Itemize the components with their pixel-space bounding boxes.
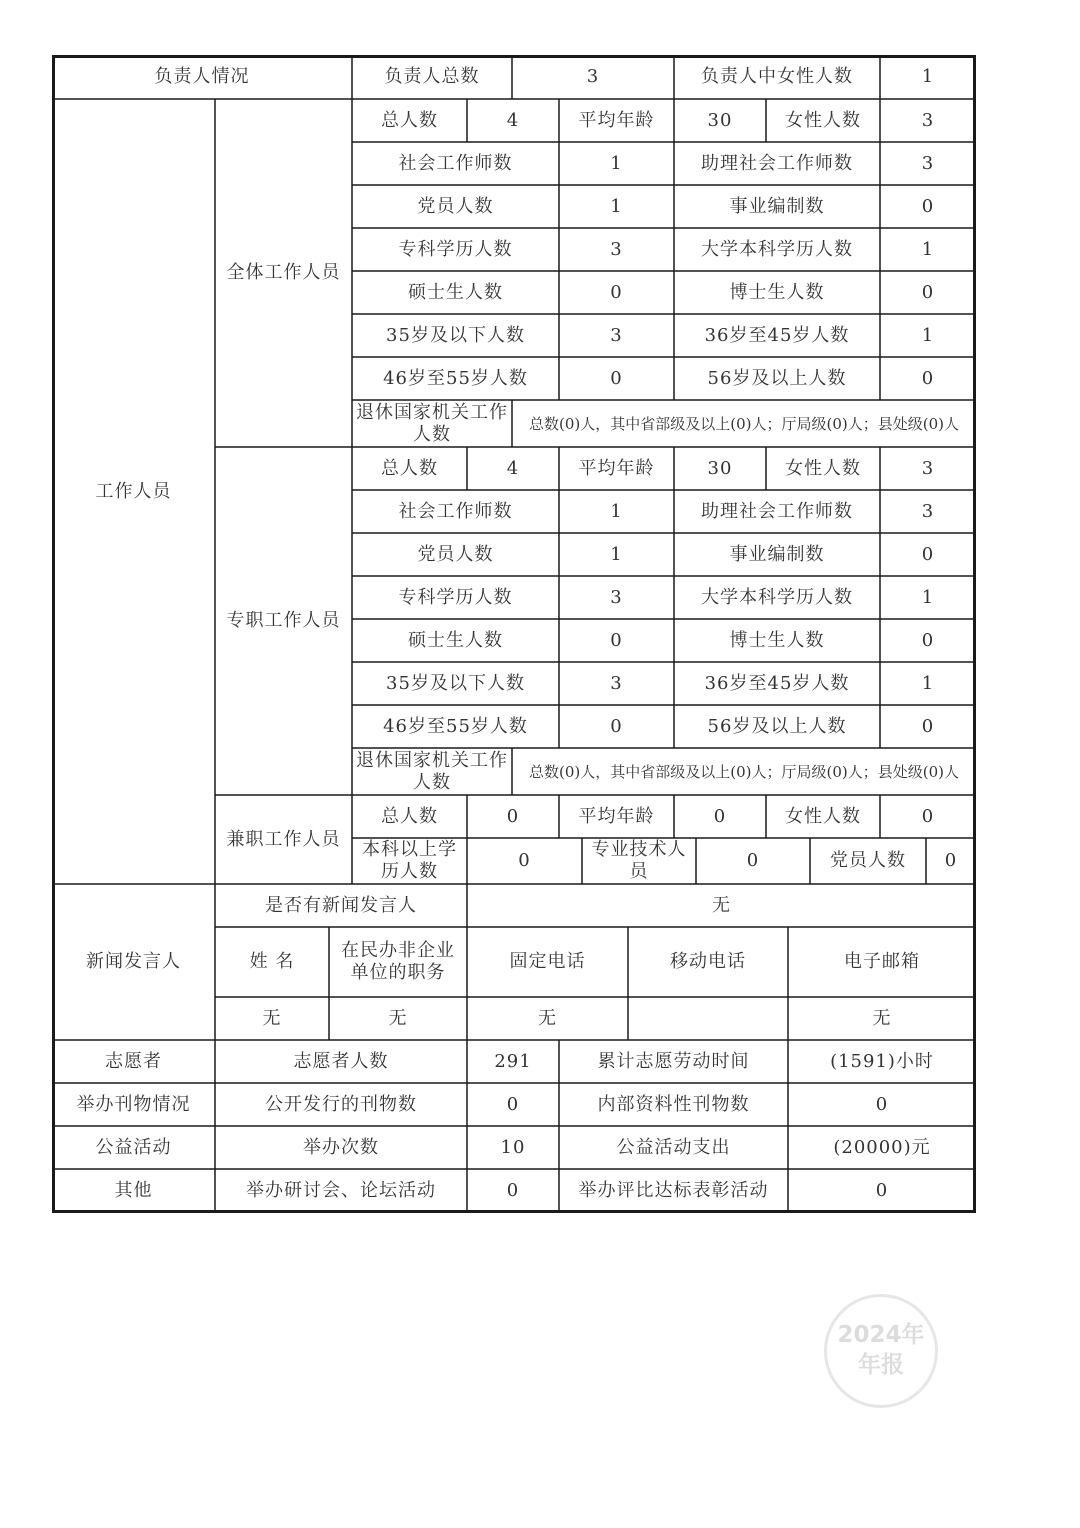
parttime-party-label: 党员人数 [830, 850, 906, 872]
all-staff-social-worker-label: 社会工作师数 [398, 152, 513, 174]
fulltime-staff-age36-45-value: 1 [921, 672, 935, 694]
fulltime-staff-assistant-social-worker-value: 3 [921, 500, 935, 522]
all-staff-master-label: 硕士生人数 [408, 281, 503, 303]
all-staff-master-value: 0 [610, 281, 623, 303]
all-staff-social-worker-value: 1 [610, 152, 623, 174]
stamp-report-text: 年报 [858, 1352, 904, 1378]
all-staff-age36-45-label: 36岁至45岁人数 [704, 324, 850, 346]
parttime-total-value: 0 [506, 805, 520, 827]
publication-section-label: 举办刊物情况 [76, 1093, 191, 1115]
fulltime-staff-female-label: 女性人数 [785, 457, 861, 479]
fulltime-staff-junior-college-value: 3 [610, 586, 623, 608]
volunteer-hours-label: 累计志愿劳动时间 [597, 1050, 750, 1072]
award-label: 举办评比达标表彰活动 [578, 1180, 769, 1202]
all-staff-establishment-value: 0 [921, 195, 935, 217]
all-staff-bachelor-label: 大学本科学历人数 [701, 238, 853, 260]
parttime-bachelor-plus-value: 0 [518, 850, 531, 872]
parttime-bachelor-plus-label: 本科以上学历人数 [362, 839, 457, 882]
owner-section-label: 负责人情况 [154, 66, 250, 88]
spokesperson-mobile-header: 移动电话 [670, 951, 746, 973]
spokesperson-phone-header: 固定电话 [509, 951, 586, 973]
all-staff-party-label: 党员人数 [417, 195, 494, 217]
internal-publication-label: 内部资料性刊物数 [597, 1093, 750, 1115]
annual-report-table [52, 55, 976, 1213]
spokesperson-position-value: 无 [388, 1007, 408, 1029]
fulltime-staff-total-value: 4 [506, 457, 520, 479]
has-spokesperson-label: 是否有新闻发言人 [265, 894, 417, 916]
all-staff-female-label: 女性人数 [785, 109, 861, 131]
parttime-total-label: 总人数 [381, 805, 438, 827]
all-staff-assistant-social-worker-label: 助理社会工作师数 [701, 152, 853, 174]
all-staff-label: 全体工作人员 [226, 262, 341, 284]
all-staff-assistant-social-worker-value: 3 [921, 152, 935, 174]
award-value: 0 [875, 1180, 889, 1202]
fulltime-staff-social-worker-label: 社会工作师数 [398, 500, 513, 522]
spokesperson-position-header: 在民办非企业单位的职务 [341, 940, 455, 983]
owner-total-label: 负责人总数 [384, 66, 480, 88]
fulltime-staff-retired-detail: 总数(0)人，其中省部级及以上(0)人；厅局级(0)人；县处级(0)人 [529, 762, 959, 781]
has-spokesperson-value: 无 [712, 894, 731, 916]
fulltime-staff-bachelor-label: 大学本科学历人数 [701, 586, 853, 608]
fulltime-staff-social-worker-value: 1 [610, 500, 623, 522]
all-staff-age35-label: 35岁及以下人数 [386, 324, 525, 346]
parttime-professional-value: 0 [746, 850, 760, 872]
fulltime-staff-age35-value: 3 [610, 672, 623, 694]
public-publication-label: 公开发行的刊物数 [265, 1093, 417, 1115]
fulltime-staff-establishment-label: 事业编制数 [729, 543, 825, 565]
fulltime-staff-master-label: 硕士生人数 [408, 629, 503, 651]
seminar-label: 举办研讨会、论坛活动 [246, 1180, 436, 1202]
parttime-staff-label: 兼职工作人员 [226, 828, 341, 850]
owner-female-value: 1 [921, 66, 935, 88]
all-staff-total-label: 总人数 [381, 109, 438, 131]
all-staff-age46-55-value: 0 [610, 367, 623, 389]
charity-expense-label: 公益活动支出 [616, 1136, 731, 1158]
spokesperson-mobile-value [628, 997, 788, 1040]
fulltime-staff-avg-age-value: 30 [707, 457, 733, 479]
all-staff-bachelor-value: 1 [921, 238, 935, 260]
all-staff-junior-college-label: 专科学历人数 [398, 238, 513, 260]
fulltime-staff-party-label: 党员人数 [417, 543, 494, 565]
charity-times-label: 举办次数 [303, 1136, 379, 1158]
parttime-female-label: 女性人数 [785, 805, 861, 827]
fulltime-staff-master-value: 0 [610, 629, 623, 651]
fulltime-staff-age56-value: 0 [921, 715, 935, 737]
volunteer-count-value: 291 [494, 1050, 532, 1072]
all-staff-retired-detail: 总数(0)人，其中省部级及以上(0)人；厅局级(0)人；县处级(0)人 [529, 414, 959, 433]
fulltime-staff-party-value: 1 [610, 543, 623, 565]
volunteer-count-label: 志愿者人数 [293, 1050, 389, 1072]
spokesperson-phone-value: 无 [538, 1007, 557, 1029]
charity-section-label: 公益活动 [95, 1136, 172, 1158]
fulltime-staff-doctor-label: 博士生人数 [729, 629, 825, 651]
all-staff-age46-55-label: 46岁至55岁人数 [383, 367, 528, 389]
fulltime-staff-label: 专职工作人员 [226, 610, 341, 632]
charity-times-value: 10 [500, 1136, 526, 1158]
spokesperson-email-header: 电子邮箱 [844, 951, 920, 973]
fulltime-staff-doctor-value: 0 [921, 629, 935, 651]
fulltime-staff-avg-age-label: 平均年龄 [578, 457, 655, 479]
seminar-value: 0 [506, 1180, 520, 1202]
fulltime-staff-establishment-value: 0 [921, 543, 935, 565]
all-staff-avg-age-value: 30 [707, 109, 733, 131]
all-staff-total-value: 4 [506, 109, 520, 131]
fulltime-staff-junior-college-label: 专科学历人数 [398, 586, 513, 608]
all-staff-age56-value: 0 [921, 367, 935, 389]
parttime-professional-label: 专业技术人员 [591, 839, 687, 882]
parttime-female-value: 0 [921, 805, 935, 827]
owner-total-value: 3 [586, 66, 600, 88]
public-publication-value: 0 [506, 1093, 520, 1115]
other-section-label: 其他 [114, 1180, 153, 1202]
fulltime-staff-age56-label: 56岁及以上人数 [707, 715, 847, 737]
all-staff-junior-college-value: 3 [610, 238, 623, 260]
all-staff-age56-label: 56岁及以上人数 [707, 367, 847, 389]
fulltime-staff-retired-label: 退休国家机关工作人数 [356, 749, 508, 793]
fulltime-staff-female-value: 3 [921, 457, 935, 479]
owner-female-label: 负责人中女性人数 [701, 66, 853, 88]
internal-publication-value: 0 [875, 1093, 889, 1115]
staff-section-label: 工作人员 [95, 480, 172, 502]
charity-expense-value: (20000)元 [833, 1136, 931, 1158]
all-staff-doctor-label: 博士生人数 [729, 281, 825, 303]
spokesperson-name-header: 姓 名 [249, 951, 295, 973]
volunteer-section-label: 志愿者 [105, 1050, 162, 1072]
fulltime-staff-bachelor-value: 1 [921, 586, 935, 608]
spokesperson-email-value: 无 [872, 1007, 892, 1029]
all-staff-establishment-label: 事业编制数 [729, 195, 825, 217]
spokesperson-section-label: 新闻发言人 [86, 951, 181, 973]
fulltime-staff-total-label: 总人数 [381, 457, 438, 479]
all-staff-party-value: 1 [610, 195, 623, 217]
fulltime-staff-age36-45-label: 36岁至45岁人数 [704, 672, 850, 694]
all-staff-female-value: 3 [921, 109, 935, 131]
all-staff-retired-label: 退休国家机关工作人数 [356, 401, 508, 445]
parttime-avg-age-label: 平均年龄 [578, 805, 655, 827]
parttime-avg-age-value: 0 [713, 805, 727, 827]
all-staff-age35-value: 3 [610, 324, 623, 346]
all-staff-doctor-value: 0 [921, 281, 935, 303]
all-staff-age36-45-value: 1 [921, 324, 935, 346]
volunteer-hours-value: (1591)小时 [830, 1050, 934, 1072]
all-staff-avg-age-label: 平均年龄 [578, 109, 655, 131]
parttime-party-value: 0 [944, 850, 958, 872]
fulltime-staff-age35-label: 35岁及以下人数 [386, 672, 525, 694]
spokesperson-name-value: 无 [262, 1007, 282, 1029]
stamp-year-text: 2024年 [837, 1322, 925, 1349]
fulltime-staff-age46-55-label: 46岁至55岁人数 [383, 715, 528, 737]
annual-report-stamp [824, 1294, 938, 1408]
fulltime-staff-age46-55-value: 0 [610, 715, 623, 737]
fulltime-staff-assistant-social-worker-label: 助理社会工作师数 [701, 500, 853, 522]
